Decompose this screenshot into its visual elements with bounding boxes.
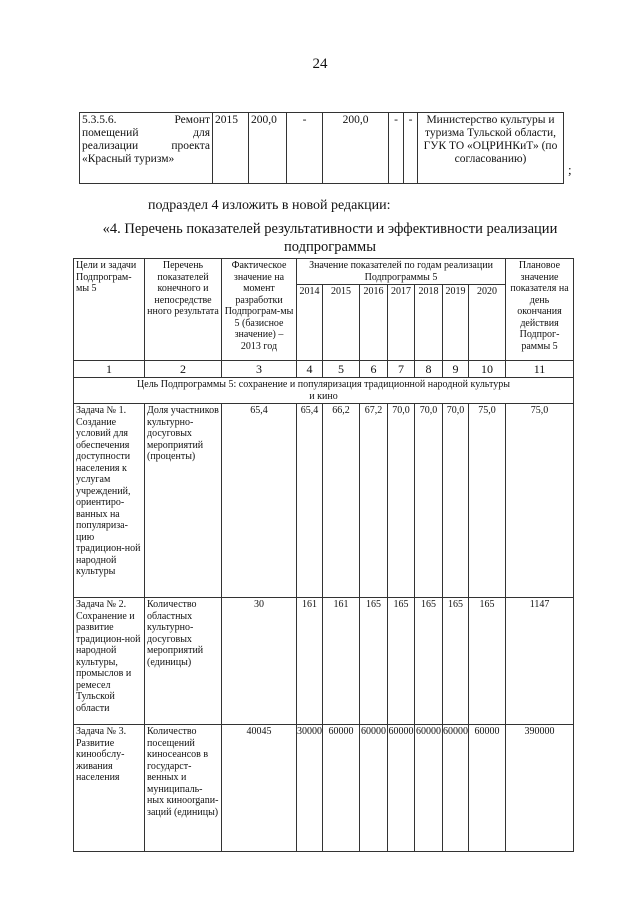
section-heading: «4. Перечень показателей результативности и эффективности реализации подпрограммы [102,221,558,255]
col-num: 4 [297,361,323,378]
measure-cell: 5.3.5.6. Ремонт помещений для реализации проекта «Красный туризм» [80,113,213,184]
year-value-cell: 60000 [323,725,360,852]
task-cell: Задача № 2. Сохранение и развитие традицион-ной народной культуры, промыслов и ремесел Тульской области [74,598,145,725]
header-year: 2017 [388,285,415,361]
year-value-cell: 70,0 [388,404,415,598]
col-num: 3 [222,361,297,378]
col-num: 2 [145,361,222,378]
base-value-cell: 65,4 [222,404,297,598]
value-cell: - [389,113,404,184]
year-value-cell: 75,0 [469,404,506,598]
header-year: 2016 [360,285,388,361]
year-value-cell: 60000 [360,725,388,852]
year-value-cell: 70,0 [415,404,443,598]
table-row [74,725,574,852]
planned-value-cell: 390000 [506,725,574,852]
year-value-cell: 165 [443,598,469,725]
year-value-cell: 165 [388,598,415,725]
header-year: 2020 [469,285,506,361]
year-value-cell: 165 [469,598,506,725]
semicolon: ; [568,162,572,177]
value-cell: - [404,113,418,184]
header-year: 2018 [415,285,443,361]
col-num: 6 [360,361,388,378]
col-num: 7 [388,361,415,378]
col-num: 1 [74,361,145,378]
year-value-cell: 165 [415,598,443,725]
col-num: 5 [323,361,360,378]
header-years-group: Значение показателей по годам реализации Подпрограммы 5 [297,259,506,285]
year-value-cell: 66,2 [323,404,360,598]
header-planned: Плановое значение показателя на день окончания действия Подпрог-раммы 5 [506,259,574,361]
goal-row [74,378,574,404]
col-num: 9 [443,361,469,378]
value-cell: - [287,113,323,184]
year-value-cell: 30000 [297,725,323,852]
col-num: 11 [506,361,574,378]
col-num: 8 [415,361,443,378]
header-goals: Цели и задачи Подпрограм-мы 5 [74,259,145,361]
year-value-cell: 165 [360,598,388,725]
planned-value-cell: 1147 [506,598,574,725]
table-row [80,113,564,184]
indicator-cell: Количество посещений киносеансов в государст-венных и муниципаль-ных киноorganи-заций (единицы) [145,725,222,852]
year-cell: 2015 [213,113,249,184]
page-number: 24 [312,56,328,72]
header-year: 2019 [443,285,469,361]
indicators-table [73,258,574,852]
col-num: 10 [469,361,506,378]
year-value-cell: 161 [323,598,360,725]
indicator-cell: Доля участников культурно-досуговых мероприятий (проценты) [145,404,222,598]
base-value-cell: 40045 [222,725,297,852]
instruction-text: подраздел 4 изложить в новой редакции: [148,198,391,213]
goal-text: Цель Подпрограммы 5: сохранение и популяризация традиционной народной культуры и кино [74,378,574,404]
value-cell: 200,0 [323,113,389,184]
year-value-cell: 60000 [469,725,506,852]
header-indicators: Перечень показателей конечного и непосредстве нного результата [145,259,222,361]
budget-row-table [79,112,564,184]
table-row [74,404,574,598]
header-year: 2014 [297,285,323,361]
executor-cell: Министерство культуры и туризма Тульской области, ГУК ТО «ОЦРИНКиТ» (по согласованию) [418,113,564,184]
year-value-cell: 60000 [443,725,469,852]
year-value-cell: 60000 [388,725,415,852]
year-value-cell: 67,2 [360,404,388,598]
header-actual: Фактическое значение на момент разработки Подпрограм-мы 5 (базисное значение) – 2013 год [222,259,297,361]
header-row [74,259,574,285]
table-row [74,598,574,725]
year-value-cell: 70,0 [443,404,469,598]
task-cell: Задача № 3. Развитие кинообслу-живания населения [74,725,145,852]
planned-value-cell: 75,0 [506,404,574,598]
year-value-cell: 161 [297,598,323,725]
column-numbers-row [74,361,574,378]
year-value-cell: 60000 [415,725,443,852]
task-cell: Задача № 1. Создание условий для обеспечения доступности населения к услугам учреждений, ориентиро-ванных на популяриза-цию традицион-ной народной культуры [74,404,145,598]
header-year: 2015 [323,285,360,361]
total-cell: 200,0 [249,113,287,184]
year-value-cell: 65,4 [297,404,323,598]
indicator-cell: Количество областных культурно-досуговых мероприятий (единицы) [145,598,222,725]
base-value-cell: 30 [222,598,297,725]
